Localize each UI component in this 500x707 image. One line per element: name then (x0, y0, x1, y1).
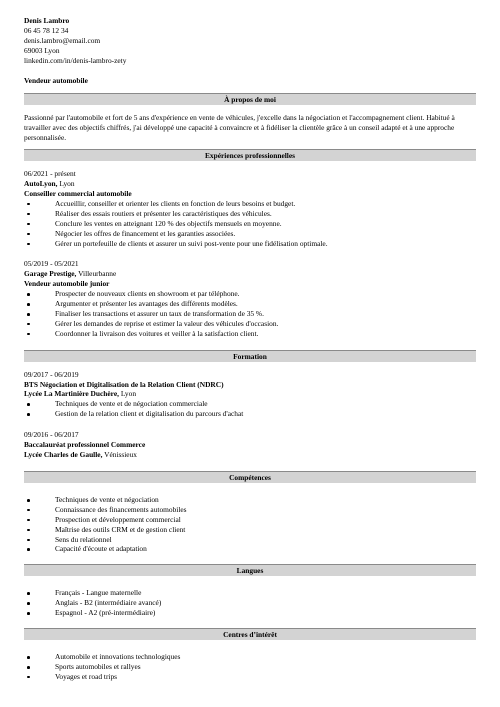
about-paragraph: Passionné par l'automobile et fort de 5 ans d'expérience en vente de véhicules, j'excelle dans la négociation et l'accompagnement client. Habitué à travailler avec des objectifs chiffrés, j'ai développé une capacité à convaincre et à fidéliser la clientèle grâce à un conseil adapté et à une approche personnalisée. (24, 113, 455, 143)
responsibility-item (24, 229, 476, 239)
bullet-dot-icon (27, 602, 30, 605)
school-name: Lycée La Martinière Duchère, (24, 389, 119, 399)
bullet-dot-icon (27, 413, 30, 416)
course-item-text: Gestion de la relation client et digitalisation du parcours d'achat (55, 409, 244, 419)
responsibility-item-text: Argumenter et présenter les avantages des différents modèles. (55, 299, 238, 309)
bullet-dot-icon (27, 303, 30, 306)
responsibility-item (24, 289, 476, 299)
bullet-dot-icon (27, 666, 30, 669)
skills-section (24, 483, 476, 554)
phone-number: 06 45 78 12 34 (24, 25, 69, 35)
responsibility-item-text: Accueillir, conseiller et orienter les clients en fonction de leurs besoins et budget. (55, 198, 296, 208)
school-line (24, 389, 476, 399)
language-item (24, 588, 476, 598)
role-title: Conseiller commercial automobile (24, 188, 132, 198)
bullet-dot-icon (27, 403, 30, 406)
skill-item-text: Connaissance des financements automobiles (55, 504, 187, 514)
language-item-text: Français - Langue maternelle (55, 588, 142, 598)
bullet-dot-icon (27, 203, 30, 206)
experience-dates: 06/2021 - présent (24, 169, 76, 179)
skill-item-text: Prospection et développement commercial (55, 514, 181, 524)
employer-city: Lyon (57, 179, 75, 189)
bullet-dot-icon (27, 213, 30, 216)
course-item (24, 409, 476, 419)
interest-item (24, 672, 476, 682)
skill-item (24, 495, 476, 505)
education-dates: 09/2016 - 06/2017 (24, 430, 79, 440)
contact-header (24, 16, 476, 85)
language-item (24, 608, 476, 618)
education-entry (24, 430, 476, 460)
experience-entry (24, 259, 476, 338)
school-name: Lycée Charles de Gaulle, (24, 450, 103, 459)
degree-title: BTS Négociation et Digitalisation de la Relation Client (NDRC) (24, 379, 224, 389)
language-item-text: Espagnol - A2 (pré-intermédiaire) (55, 608, 156, 618)
section-heading-about: À propos de moi (24, 93, 476, 105)
section-heading-languages: Langues (24, 564, 476, 576)
responsibility-item (24, 329, 476, 339)
role-title: Vendeur automobile junior (24, 279, 110, 289)
experience-list (24, 169, 476, 339)
course-item-text: Techniques de vente et de négociation commerciale (55, 399, 208, 409)
responsibility-item (24, 299, 476, 309)
responsibility-item-text: Prospecter de nouveaux clients en showroom et par téléphone. (55, 289, 240, 299)
school-line (24, 450, 476, 460)
bullet-dot-icon (27, 243, 30, 246)
responsibility-item (24, 209, 476, 219)
skill-item (24, 544, 476, 554)
bullet-dot-icon (27, 539, 30, 542)
education-entry (24, 370, 476, 420)
responsibility-item (24, 309, 476, 319)
skill-item-text: Capacité d'écoute et adaptation (55, 544, 147, 554)
skill-item-text: Techniques de vente et négociation (55, 494, 159, 504)
skill-item (24, 535, 476, 545)
candidate-name: Denis Lambro (24, 16, 70, 25)
bullet-dot-icon (27, 223, 30, 226)
employer-line (24, 269, 476, 279)
responsibility-item-text: Négocier les offres de financement et les garanties associées. (55, 228, 236, 238)
employer-city: Villeurbanne (76, 269, 117, 279)
section-heading-education: Formation (24, 350, 476, 362)
bullet-dot-icon (27, 529, 30, 532)
course-item (24, 399, 476, 409)
bullet-dot-icon (27, 323, 30, 326)
language-item-text: Anglais - B2 (intermédiaire avancé) (55, 598, 162, 608)
job-title: Vendeur automobile (24, 75, 88, 85)
education-section (24, 362, 476, 460)
interests-section (24, 640, 476, 682)
bullet-dot-icon (27, 592, 30, 595)
section-heading-experience: Expériences professionnelles (24, 149, 476, 161)
bullet-dot-icon (27, 548, 30, 551)
employer-name: Garage Prestige, (24, 269, 77, 279)
responsibility-list (24, 199, 476, 249)
email-address: denis.lambro@email.com (24, 35, 101, 45)
bullet-dot-icon (27, 676, 30, 679)
bullet-dot-icon (27, 499, 30, 502)
school-city: Vénissieux (102, 450, 137, 459)
languages-list (24, 588, 476, 618)
interest-item (24, 652, 476, 662)
skills-list (24, 495, 476, 554)
interest-item-text: Automobile et innovations technologiques (55, 652, 181, 662)
skill-item (24, 525, 476, 535)
interest-item-text: Voyages et road trips (55, 671, 118, 681)
bullet-dot-icon (27, 612, 30, 615)
responsibility-item (24, 239, 476, 249)
school-city: Lyon (118, 389, 137, 399)
experience-entry (24, 169, 476, 248)
bullet-dot-icon (27, 313, 30, 316)
skill-item-text: Maîtrise des outils CRM et de gestion client (55, 524, 186, 534)
responsibility-item (24, 199, 476, 209)
course-list (24, 399, 476, 419)
responsibility-item-text: Conclure les ventes en atteignant 120 % des objectifs mensuels en moyenne. (55, 218, 282, 228)
employer-line (24, 179, 476, 189)
responsibility-item (24, 219, 476, 229)
language-item (24, 598, 476, 608)
linkedin-url: linkedin.com/in/denis-lambro-zety (24, 55, 127, 65)
bullet-dot-icon (27, 656, 30, 659)
education-dates: 09/2017 - 06/2019 (24, 369, 79, 379)
bullet-dot-icon (27, 519, 30, 522)
skill-item-text: Sens du relationnel (55, 534, 112, 544)
degree-title: Baccalauréat professionnel Commerce (24, 440, 146, 450)
responsibility-item-text: Coordonner la livraison des voitures et veiller à la satisfaction client. (55, 328, 259, 338)
responsibility-item-text: Finaliser les transactions et assurer un taux de transformation de 35 %. (55, 308, 264, 318)
section-heading-interests: Centres d’intérêt (24, 628, 476, 640)
responsibility-item (24, 319, 476, 329)
about-section (24, 105, 476, 143)
interest-item-text: Sports automobiles et rallyes (55, 661, 141, 671)
responsibility-item-text: Gérer les demandes de reprise et estimer la valeur des véhicules d'occasion. (55, 318, 279, 328)
section-heading-skills: Compétences (24, 471, 476, 483)
responsibility-item-text: Réaliser des essais routiers et présenter les caractéristiques des véhicules. (55, 208, 272, 218)
education-list (24, 370, 476, 460)
bullet-dot-icon (27, 509, 30, 512)
bullet-dot-icon (27, 233, 30, 236)
bullet-dot-icon (27, 333, 30, 336)
employer-name: AutoLyon, (24, 179, 58, 189)
responsibility-item-text: Gérer un portefeuille de clients et assurer un suivi post-vente pour une fidélisation optimale. (55, 238, 328, 248)
experience-section (24, 161, 476, 339)
responsibility-list (24, 289, 476, 339)
bullet-dot-icon (27, 293, 30, 296)
postal-address: 69003 Lyon (24, 45, 60, 55)
skill-item (24, 505, 476, 515)
interests-list (24, 652, 476, 682)
interest-item (24, 662, 476, 672)
languages-section (24, 576, 476, 618)
skill-item (24, 515, 476, 525)
experience-dates: 05/2019 - 05/2021 (24, 259, 79, 269)
